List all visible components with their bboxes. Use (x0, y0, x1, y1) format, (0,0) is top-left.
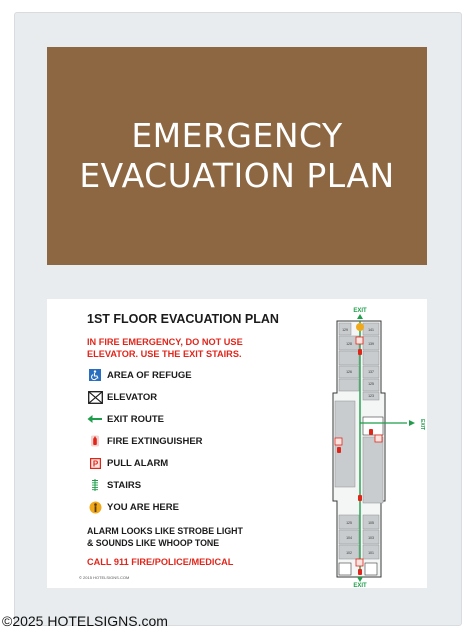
stairs-icon (339, 563, 351, 575)
fire-extinguisher-icon (358, 495, 362, 501)
you-are-here-icon (87, 500, 103, 514)
room-number: 105 (368, 521, 374, 525)
room-number: 101 (368, 551, 374, 555)
alarm-line-2: & SOUNDS LIKE WHOOP TONE (87, 538, 220, 548)
room-number: 128 (346, 342, 352, 346)
you-are-here-icon (356, 323, 364, 331)
legend-item-pull-alarm (87, 455, 307, 471)
legend-item-area-of-refuge (87, 367, 307, 383)
pull-alarm-icon (335, 438, 342, 445)
warning-line-2: ELEVATOR. USE THE EXIT STAIRS. (87, 349, 242, 359)
room (363, 351, 379, 365)
emergency-call-line: CALL 911 FIRE/POLICE/MEDICAL (87, 557, 234, 567)
elevator-icon (87, 390, 103, 404)
room-number: 139 (368, 342, 374, 346)
footer-copyright: ©2025 HOTELSIGNS.com (2, 613, 168, 629)
pull-alarm-icon (356, 337, 363, 344)
exit-side-label: EXIT (419, 419, 425, 431)
wheelchair-icon (87, 368, 103, 382)
fire-extinguisher-icon (87, 434, 103, 448)
fire-extinguisher-icon (337, 447, 341, 453)
svg-text:P: P (92, 459, 98, 469)
warning-line-1: IN FIRE EMERGENCY, DO NOT USE (87, 337, 243, 347)
room (339, 351, 359, 365)
room-number: 125 (346, 521, 352, 525)
legend-item-elevator (87, 389, 307, 405)
title-panel (47, 47, 427, 265)
room-number: 137 (368, 370, 374, 374)
legend-label: EXIT ROUTE (107, 413, 165, 425)
plan-copyright: © 2015 HOTELSIGNS.COM (79, 575, 130, 580)
alarm-description (87, 525, 307, 549)
legend-item-fire-extinguisher (87, 433, 307, 449)
room-number: 125 (368, 382, 374, 386)
exit-top-label: EXIT (353, 308, 367, 314)
exit-top-arrow-icon (357, 314, 363, 319)
pull-alarm-icon (375, 435, 382, 442)
exit-side-arrow-icon (409, 420, 415, 426)
room-number: 123 (368, 394, 374, 398)
pull-alarm-icon (356, 559, 363, 566)
legend-item-exit-route (87, 411, 307, 427)
legend-item-stairs (87, 477, 307, 493)
legend-label: FIRE EXTINGUISHER (107, 435, 203, 447)
room-number: 104 (346, 536, 352, 540)
pull-alarm-icon (87, 456, 103, 470)
elevator-warning (87, 336, 297, 360)
evacuation-plan-card (47, 299, 427, 588)
title-line-1: EMERGENCY (131, 116, 343, 155)
title-line-2: EVACUATION PLAN (79, 156, 395, 195)
fire-extinguisher-icon (369, 429, 373, 435)
room-number: 126 (346, 370, 352, 374)
room (339, 379, 359, 391)
room-number: 103 (368, 536, 374, 540)
room-number: 102 (346, 551, 352, 555)
elevator-icon (365, 563, 377, 575)
floor-map (329, 305, 427, 587)
stairs-icon (87, 478, 103, 492)
alarm-line-1: ALARM LOOKS LIKE STROBE LIGHT (87, 526, 243, 536)
fire-extinguisher-icon (358, 349, 362, 355)
exit-arrow-icon (87, 412, 103, 426)
legend-label: AREA OF REFUGE (107, 369, 192, 381)
exit-bottom-arrow-icon (357, 577, 363, 582)
legend-label: PULL ALARM (107, 457, 169, 469)
plan-title: 1ST FLOOR EVACUATION PLAN (87, 312, 279, 326)
legend-item-you-are-here (87, 499, 307, 515)
legend-label: YOU ARE HERE (107, 501, 179, 513)
fire-extinguisher-icon (358, 569, 362, 575)
exit-bottom-label: EXIT (353, 583, 367, 587)
room-number: 129 (342, 328, 348, 332)
legend-label: ELEVATOR (107, 391, 158, 403)
room-number: 141 (368, 328, 374, 332)
room (363, 437, 383, 503)
legend-label: STAIRS (107, 479, 142, 491)
